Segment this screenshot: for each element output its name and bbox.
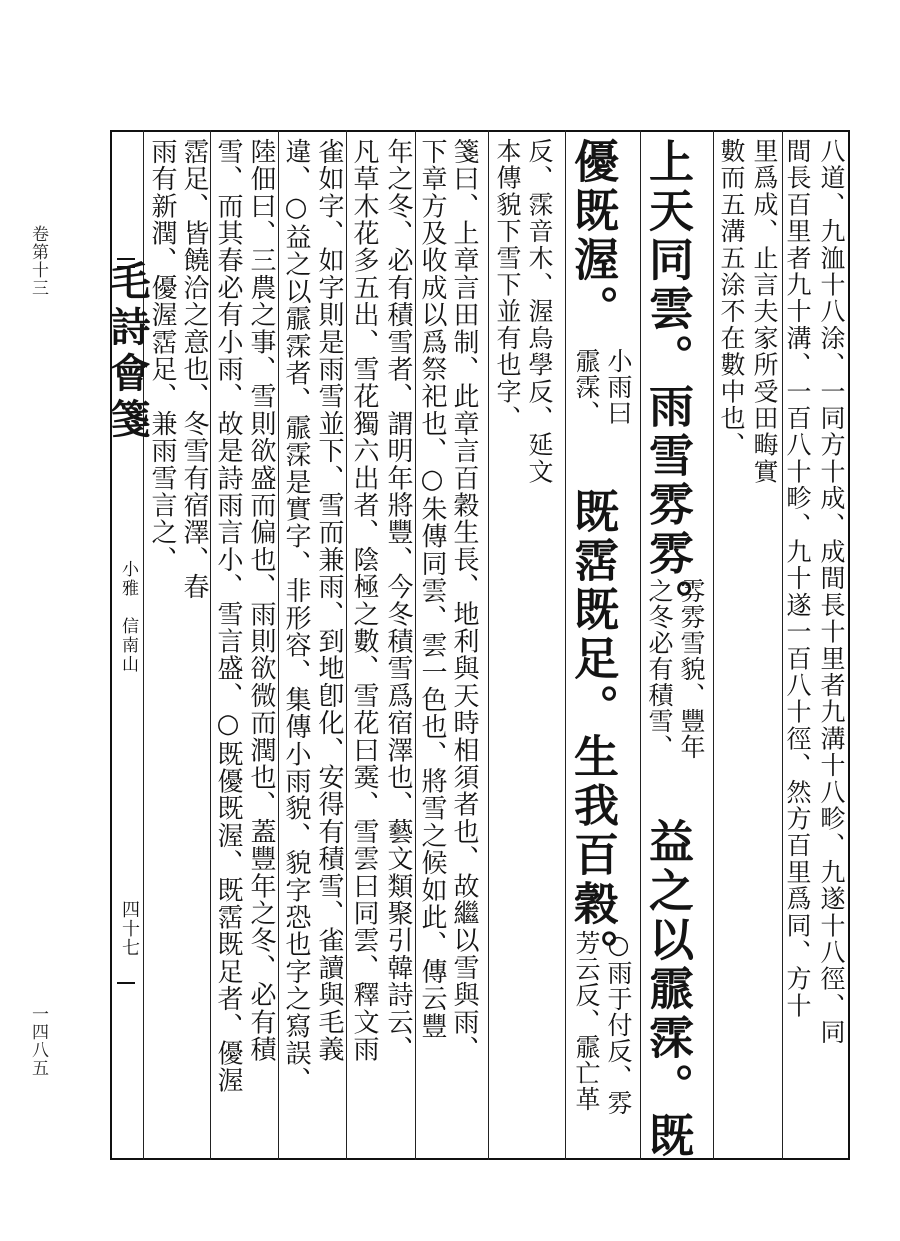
text-column-13: 雀如字、如字則是雨雪並下、雪而兼雨、到地卽化、安得有積雪、雀讀與毛義 xyxy=(314,138,344,1063)
poem-line-1b: 益之以霢霂。既 xyxy=(641,818,694,1161)
column-rule xyxy=(346,130,347,1160)
column-rule xyxy=(488,130,489,1160)
text-frame xyxy=(104,130,850,1161)
text-column-11: 年之冬、必有積雪者、謂明年將豐、今冬積雪爲宿澤也、藝文類聚引韓詩云、 xyxy=(383,138,413,1063)
text-column-7: 反、霂音木、渥烏學反、延文 xyxy=(525,138,554,486)
text-column-16: 雪、而其春必有小雨、故是詩雨言小、雪言盛、○既優既渥、既霑既足者、優渥 xyxy=(213,138,243,1094)
banxin-column xyxy=(104,130,151,1160)
text-column-15: 陸佃曰、三農之事、雪則欲盛而偏也、雨則欲微而潤也、蓋豐年之冬、必有積 xyxy=(246,138,276,1063)
text-column-9: 箋曰、上章言田制、此章言百穀生長、地利與天時相須者也、故繼以雪與雨、 xyxy=(449,138,479,1063)
volume-label: 卷第十三 xyxy=(28,225,48,297)
chapter-label: 小雅 信南山 xyxy=(118,560,138,674)
poem-note-2c: ○雨于付反、雰 xyxy=(604,930,633,1116)
text-column-17: 霑足、皆饒洽之意也、冬雪有宿澤、春 xyxy=(179,138,209,601)
poem-line-1a: 上天同雲。雨雪雰雰。 xyxy=(641,138,694,628)
text-column-4: 數而五溝五涂不在數中也、 xyxy=(717,138,746,459)
poem-note-2a: 小雨曰 xyxy=(604,348,633,426)
text-column-3: 里爲成、止言夫家所受田畮實 xyxy=(750,138,779,486)
fishtail-mark xyxy=(117,982,135,984)
frame-top-border xyxy=(110,130,850,132)
leaf-number: 四十七 xyxy=(119,900,140,957)
poem-note-1a: 雰雰雪貌、豐年 xyxy=(677,578,706,760)
poem-line-2b: 既霑既足。生我百穀。 xyxy=(566,488,619,978)
frame-bottom-border xyxy=(110,1158,850,1160)
page-number: 一四八五 xyxy=(28,1005,48,1077)
poem-note-2d: 芳云反、霢亡革 xyxy=(572,930,601,1112)
text-column-14: 違、○益之以霢霂者、霢霂是實字、非形容、集傳小雨貌、貌字恐也字之寫誤、 xyxy=(281,138,311,1094)
column-rule xyxy=(278,130,279,1160)
poem-note-1b: 之冬必有積雪、 xyxy=(645,578,674,760)
text-column-2: 間長百里者九十溝、一百八十畛、九十遂一百八十徑、然方百里爲同、方十 xyxy=(783,138,812,1020)
text-column-1: 八道、九洫十八涂、一同方十成、成間長十里者九溝十八畛、九遂十八徑、同 xyxy=(817,138,846,1046)
text-column-8: 本傳貌下雪下並有也字、 xyxy=(493,138,522,432)
text-column-10: 下章方及收成以爲祭祀也、○朱傳同雲、雲一色也、將雪之候如此、傳云豐 xyxy=(417,138,447,1040)
column-rule xyxy=(713,130,714,1160)
text-column-12: 凡草木花多五出、雪花獨六出者、陰極之數、雪花曰霙、雪雲曰同雲、釋文雨 xyxy=(349,138,379,1063)
text-column-18: 雨有新潤、優渥霑足、兼雨雪言之、 xyxy=(147,138,177,574)
frame-right-border xyxy=(848,130,850,1160)
column-rule xyxy=(210,130,211,1160)
poem-line-2a: 優既渥。 xyxy=(566,138,619,334)
poem-note-2b: 霢霂、 xyxy=(572,348,601,426)
book-title: 毛詩會箋 xyxy=(104,260,151,444)
